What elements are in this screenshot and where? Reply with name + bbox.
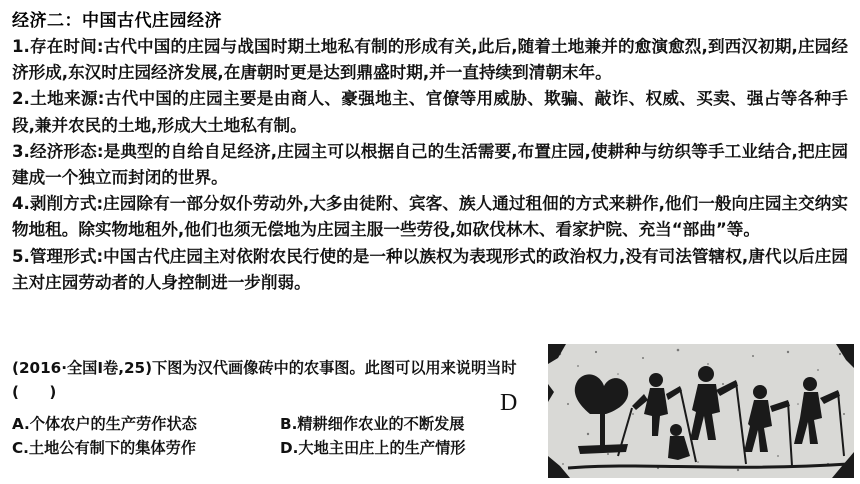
option-a[interactable]: A.个体农户的生产劳作状态 [12, 415, 197, 433]
brick-rubbing-drawing [548, 344, 854, 478]
body-text [12, 34, 848, 296]
paragraph-number: 4. [12, 194, 30, 214]
question-options [12, 412, 552, 460]
paragraph-number: 3. [12, 141, 30, 161]
paragraph-text: 管理形式:中国古代庄园主对依附农民行使的是一种以族权为表现形式的政治权力,没有司法管辖权,唐代以后庄园主对庄园劳动者的人身控制进一步削弱。 [12, 246, 848, 292]
brick-rubbing-image [548, 344, 854, 478]
option-b[interactable]: B.精耕细作农业的不断发展 [280, 415, 465, 433]
answer-mark: D [500, 390, 518, 416]
question [12, 356, 542, 404]
options-row-2 [12, 436, 552, 460]
paragraph-number: 5. [12, 246, 30, 266]
paragraph-1 [12, 34, 848, 86]
option-c[interactable]: C.土地公有制下的集体劳作 [12, 439, 196, 457]
paragraph-text: 剥削方式:庄园除有一部分奴仆劳动外,大多由徒附、宾客、族人通过租佃的方式来耕作,他们一般向庄园主交纳实物地租。除实物地租外,他们也须无偿地为庄园主服一些劳役,如砍伐林木、看家护院、充当“部曲”等。 [12, 194, 848, 240]
paragraph-3 [12, 139, 848, 191]
paragraph-2 [12, 86, 848, 138]
paragraph-text: 土地来源:古代中国的庄园主要是由商人、豪强地主、官僚等用威胁、欺骗、敲诈、权威、买卖、强占等各种手段,兼并农民的土地,形成大土地私有制。 [12, 89, 848, 135]
question-stem: (2016·全国Ⅰ卷,25)下图为汉代画像砖中的农事图。此图可以用来说明当时( ) [12, 359, 517, 401]
paragraph-5 [12, 244, 848, 296]
option-d[interactable]: D.大地主田庄上的生产情形 [280, 439, 466, 457]
paragraph-text: 存在时间:古代中国的庄园与战国时期土地私有制的形成有关,此后,随着土地兼并的愈演愈烈,到西汉初期,庄园经济形成,东汉时庄园经济发展,在唐朝时更是达到鼎盛时期,并一直持续到清朝末年。 [12, 37, 848, 83]
paragraph-text: 经济形态:是典型的自给自足经济,庄园主可以根据自己的生活需要,布置庄园,使耕种与纺织等手工业结合,把庄园建成一个独立而封闭的世界。 [12, 141, 848, 188]
paragraph-4 [12, 191, 848, 243]
options-row-1 [12, 412, 552, 436]
paragraph-number: 1. [12, 37, 30, 56]
paragraph-number: 2. [12, 89, 30, 109]
slide-title: 经济二：中国古代庄园经济 [12, 11, 222, 31]
